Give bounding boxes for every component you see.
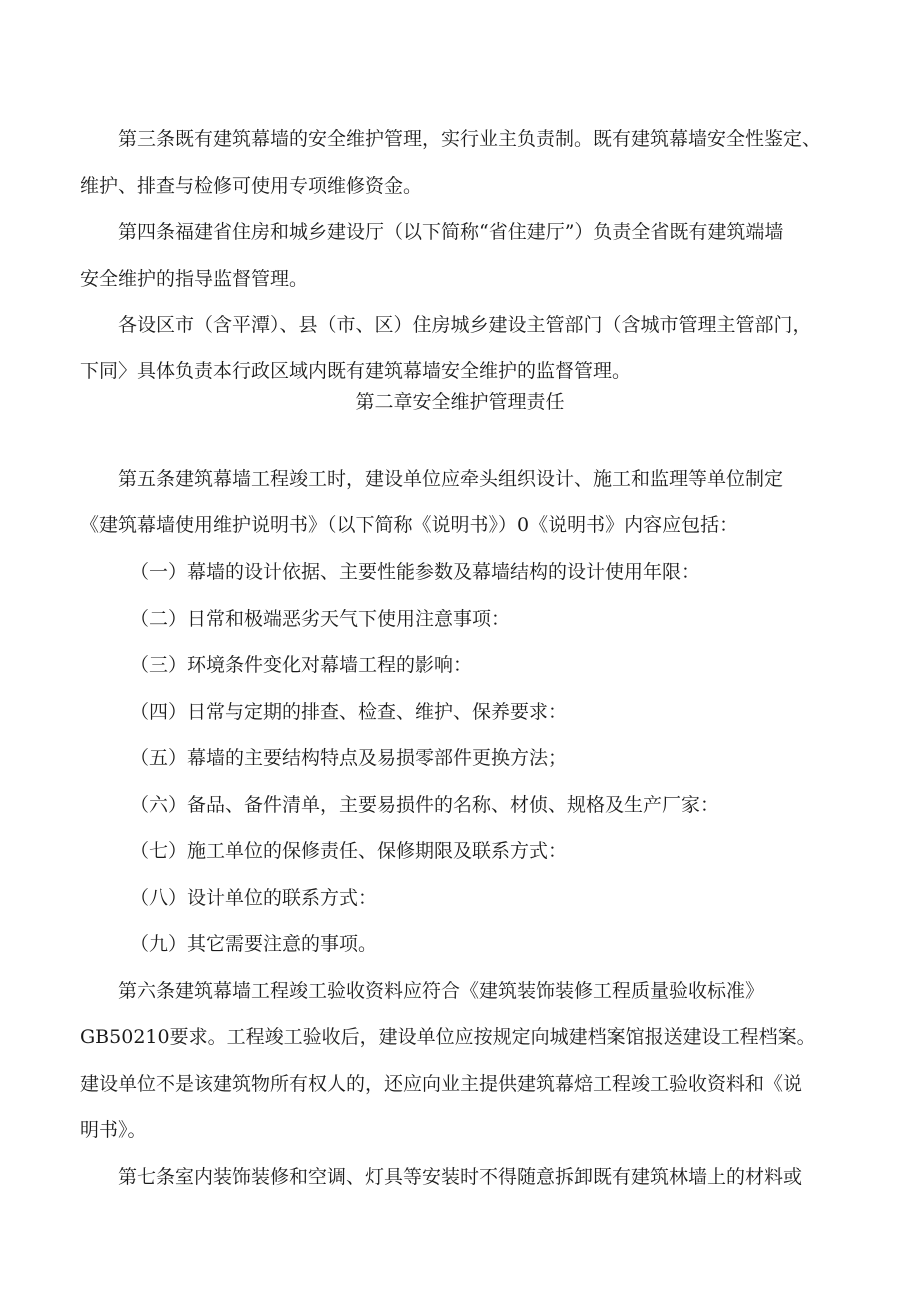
article-5-line-1: 第五条建筑幕墙工程竣工时，建设单位应牵头组织设计、施工和监理等单位制定	[118, 468, 784, 490]
list-item: （六）备品、备件清单，主要易损件的名称、材侦、规格及生产厂家：	[130, 794, 720, 816]
article-4-line-1: 第四条福建省住房和城乡建设厅（以下简称“省住建厅”）负责全省既有建筑端墙	[118, 221, 784, 243]
list-item: （二）日常和极端恶劣天气下使用注意事项：	[130, 608, 511, 630]
article-6-line-2: GB50210要求。工程竣工验收后，建设单位应按规定向城建档案馆报送建设工程档案。	[80, 1026, 816, 1048]
list-item: （三）环境条件变化对幕墙工程的影响：	[130, 654, 473, 676]
chapter-2-heading: 第二章安全维护管理责任	[355, 391, 565, 413]
article-6-line-4: 明书》。	[80, 1119, 147, 1141]
list-item: （八）设计单位的联系方式：	[130, 887, 378, 909]
list-item: （九）其它需要注意的事项。	[130, 933, 378, 955]
article-3-line-1: 第三条既有建筑幕墙的安全维护管理，实行业主负责制。既有建筑幕墙安全性鉴定、	[118, 128, 822, 150]
list-item: （七）施工单位的保修责任、保修期限及联系方式：	[130, 840, 568, 862]
article-5-line-2: 《建筑幕墙使用维护说明书》（以下简称《说明书》）0《说明书》内容应包括：	[80, 514, 739, 536]
list-item: （一）幕墙的设计依据、主要性能参数及幕墙结构的设计使用年限：	[130, 561, 701, 583]
list-item: （五）幕墙的主要结构特点及易损零部件更换方法；	[130, 747, 568, 769]
list-item: （四）日常与定期的排查、检查、维护、保养要求：	[130, 701, 568, 723]
local-authority-line-2: 下同〉具体负责本行政区域内既有建筑幕墙安全维护的监督管理。	[80, 360, 632, 382]
article-6-line-1: 第六条建筑幕墙工程竣工验收资料应符合《建筑装饰装修工程质量验收标准》	[118, 980, 765, 1002]
article-3-line-2: 维护、排查与检修可使用专项维修资金。	[80, 175, 423, 197]
local-authority-line-1: 各设区市（含平潭）、县（市、区）住房城乡建设主管部门（含城市管理主管部门，	[118, 314, 812, 336]
article-4-line-2: 安全维护的指导监督管理。	[80, 268, 309, 290]
article-6-line-3: 建设单位不是该建筑物所有权人的，还应向业主提供建筑幕焙工程竣工验收资料和《说	[80, 1073, 803, 1095]
article-7-line-1: 第七条室内装饰装修和空调、灯具等安装时不得随意拆卸既有建筑林墙上的材料或	[118, 1166, 803, 1188]
